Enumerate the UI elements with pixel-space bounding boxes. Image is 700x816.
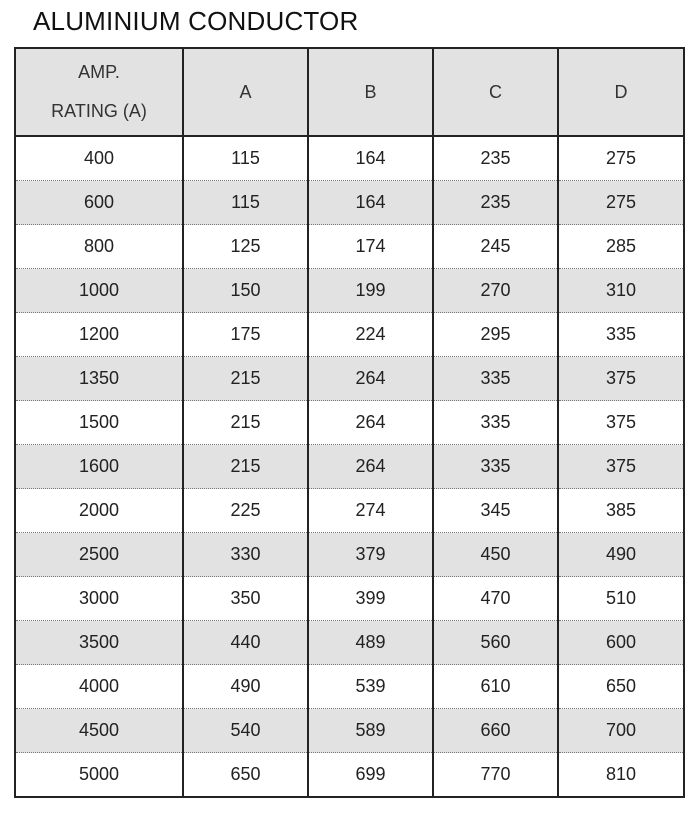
table-row — [15, 313, 684, 357]
cell-d: 275 — [558, 136, 684, 181]
cell-c: 235 — [433, 136, 558, 181]
cell-b: 399 — [308, 577, 433, 621]
table-row — [15, 665, 684, 709]
cell-d: 375 — [558, 357, 684, 401]
cell-b: 199 — [308, 269, 433, 313]
cell-a: 225 — [183, 489, 308, 533]
header-col-d: D — [558, 48, 684, 136]
cell-b: 589 — [308, 709, 433, 753]
aluminium-conductor-table — [14, 47, 685, 798]
cell-c: 335 — [433, 357, 558, 401]
cell-amp-rating: 5000 — [15, 753, 183, 798]
table-row — [15, 753, 684, 798]
cell-amp-rating: 1500 — [15, 401, 183, 445]
cell-c: 335 — [433, 401, 558, 445]
cell-a: 650 — [183, 753, 308, 798]
table-row — [15, 445, 684, 489]
cell-amp-rating: 1200 — [15, 313, 183, 357]
table-row — [15, 269, 684, 313]
cell-a: 215 — [183, 445, 308, 489]
cell-c: 660 — [433, 709, 558, 753]
cell-a: 115 — [183, 181, 308, 225]
cell-b: 264 — [308, 445, 433, 489]
page-title: ALUMINIUM CONDUCTOR — [33, 6, 359, 36]
table-row — [15, 401, 684, 445]
cell-a: 540 — [183, 709, 308, 753]
cell-amp-rating: 2500 — [15, 533, 183, 577]
table-row — [15, 136, 684, 181]
cell-c: 345 — [433, 489, 558, 533]
table-header-row — [15, 48, 684, 136]
table-row — [15, 489, 684, 533]
header-amp-rating — [15, 48, 183, 136]
header-col-c: C — [433, 48, 558, 136]
cell-c: 295 — [433, 313, 558, 357]
cell-a: 125 — [183, 225, 308, 269]
cell-amp-rating: 1000 — [15, 269, 183, 313]
cell-b: 164 — [308, 181, 433, 225]
cell-amp-rating: 4500 — [15, 709, 183, 753]
cell-amp-rating: 2000 — [15, 489, 183, 533]
cell-c: 450 — [433, 533, 558, 577]
cell-d: 285 — [558, 225, 684, 269]
cell-c: 235 — [433, 181, 558, 225]
cell-c: 270 — [433, 269, 558, 313]
header-amp-rating-line2: RATING (A) — [51, 101, 147, 121]
cell-d: 385 — [558, 489, 684, 533]
table-row — [15, 181, 684, 225]
cell-d: 375 — [558, 445, 684, 489]
cell-c: 610 — [433, 665, 558, 709]
cell-b: 489 — [308, 621, 433, 665]
table-body — [15, 136, 684, 797]
cell-amp-rating: 800 — [15, 225, 183, 269]
cell-a: 215 — [183, 401, 308, 445]
cell-d: 510 — [558, 577, 684, 621]
cell-b: 274 — [308, 489, 433, 533]
cell-a: 215 — [183, 357, 308, 401]
cell-amp-rating: 1600 — [15, 445, 183, 489]
cell-b: 379 — [308, 533, 433, 577]
table-row — [15, 709, 684, 753]
table-row — [15, 621, 684, 665]
cell-b: 264 — [308, 357, 433, 401]
header-col-a: A — [183, 48, 308, 136]
cell-a: 350 — [183, 577, 308, 621]
cell-amp-rating: 3500 — [15, 621, 183, 665]
cell-b: 699 — [308, 753, 433, 798]
cell-d: 700 — [558, 709, 684, 753]
cell-d: 375 — [558, 401, 684, 445]
table-row — [15, 577, 684, 621]
cell-a: 150 — [183, 269, 308, 313]
table-row — [15, 357, 684, 401]
cell-d: 335 — [558, 313, 684, 357]
cell-c: 470 — [433, 577, 558, 621]
table-row — [15, 533, 684, 577]
cell-c: 560 — [433, 621, 558, 665]
cell-b: 264 — [308, 401, 433, 445]
cell-b: 174 — [308, 225, 433, 269]
cell-a: 115 — [183, 136, 308, 181]
cell-amp-rating: 600 — [15, 181, 183, 225]
cell-d: 600 — [558, 621, 684, 665]
cell-amp-rating: 1350 — [15, 357, 183, 401]
cell-d: 490 — [558, 533, 684, 577]
cell-b: 539 — [308, 665, 433, 709]
cell-amp-rating: 4000 — [15, 665, 183, 709]
cell-a: 440 — [183, 621, 308, 665]
header-amp-rating-line1: AMP. — [78, 62, 120, 82]
cell-amp-rating: 3000 — [15, 577, 183, 621]
header-col-b: B — [308, 48, 433, 136]
cell-c: 245 — [433, 225, 558, 269]
cell-d: 275 — [558, 181, 684, 225]
cell-c: 770 — [433, 753, 558, 798]
cell-d: 810 — [605, 764, 637, 784]
cell-b: 224 — [308, 313, 433, 357]
cell-a: 490 — [183, 665, 308, 709]
cell-d: 310 — [558, 269, 684, 313]
cell-b: 164 — [308, 136, 433, 181]
cell-c: 335 — [433, 445, 558, 489]
cell-amp-rating: 400 — [15, 136, 183, 181]
cell-a: 330 — [183, 533, 308, 577]
table-row — [15, 225, 684, 269]
cell-d: 650 — [558, 665, 684, 709]
cell-a: 175 — [183, 313, 308, 357]
